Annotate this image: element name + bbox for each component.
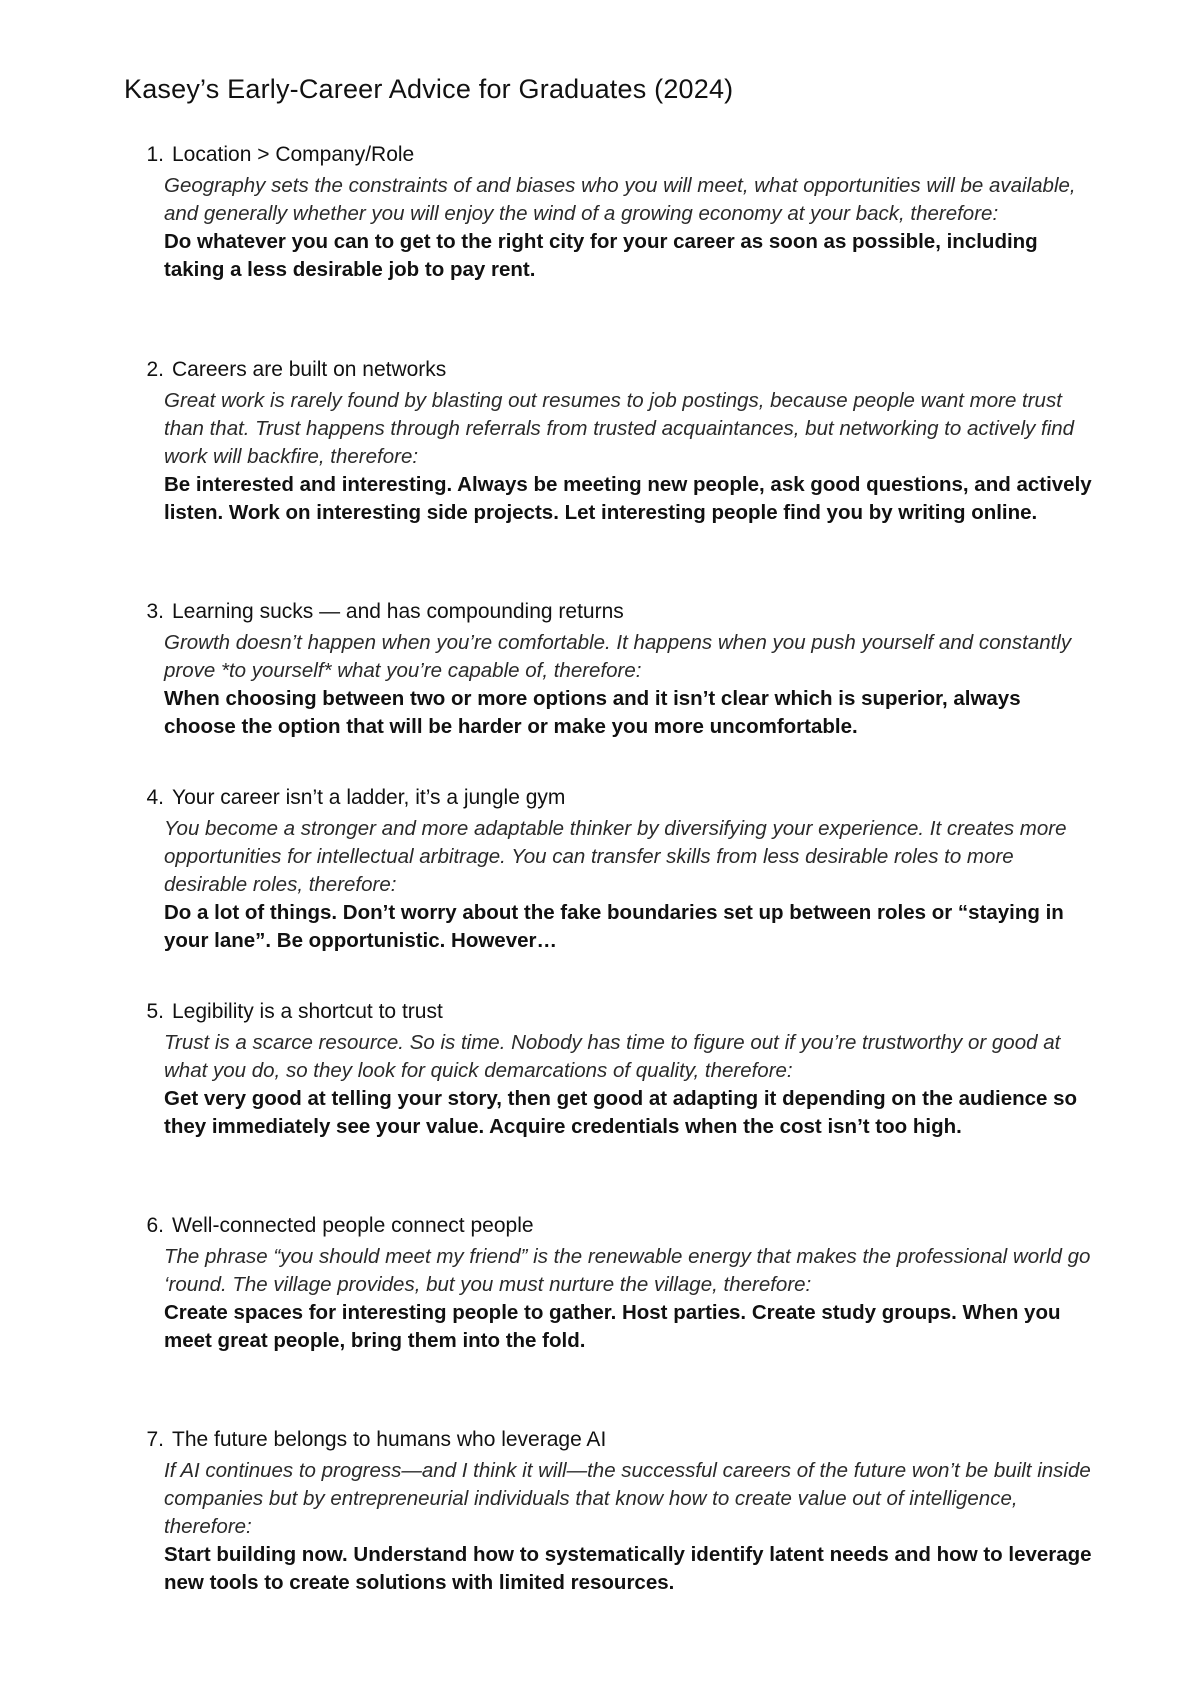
item-premise: You become a stronger and more adaptable thinker by diversifying your experience. It creates more opportunities for intellectual arbitrage. You can transfer skills from less desirable roles to more desirable roles, therefore: xyxy=(164,817,1067,896)
item-body xyxy=(164,387,1094,527)
item-heading xyxy=(134,997,443,1027)
item-title: Learning sucks — and has compounding returns xyxy=(172,600,624,623)
item-title: The future belongs to humans who leverage AI xyxy=(172,1428,607,1451)
item-number: 1. xyxy=(146,143,164,166)
item-body xyxy=(164,1243,1094,1355)
item-title: Careers are built on networks xyxy=(172,358,447,381)
item-body xyxy=(164,1457,1094,1597)
item-number: 2. xyxy=(146,358,164,381)
item-heading xyxy=(134,1211,534,1241)
item-advice: Do a lot of things. Don’t worry about the fake boundaries set up between roles or “staying in your lane”. Be opportunistic. However… xyxy=(164,901,1064,952)
item-advice: Get very good at telling your story, then get good at adapting it depending on the audience so they immediately see your value. Acquire credentials when the cost isn’t too high. xyxy=(164,1087,1078,1138)
item-body xyxy=(164,1029,1094,1141)
item-body xyxy=(164,629,1094,741)
item-title: Your career isn’t a ladder, it’s a jungle gym xyxy=(172,786,566,809)
item-premise: If AI continues to progress—and I think it will—the successful careers of the future won’t be built inside companies but by entrepreneurial individuals that know how to create value out of intelligence, therefore: xyxy=(164,1459,1091,1538)
item-title: Legibility is a shortcut to trust xyxy=(172,1000,443,1023)
item-heading xyxy=(134,140,414,170)
item-advice: When choosing between two or more options and it isn’t clear which is superior, always choose the option that will be harder or make you more uncomfortable. xyxy=(164,687,1021,738)
item-title: Location > Company/Role xyxy=(172,143,415,166)
item-premise: The phrase “you should meet my friend” is the renewable energy that makes the professional world go ‘round. The village provides, but you must nurture the village, therefore: xyxy=(164,1245,1091,1296)
item-advice: Be interested and interesting. Always be meeting new people, ask good questions, and actively listen. Work on interesting side projects. Let interesting people find you by writing online. xyxy=(164,473,1092,524)
item-number: 7. xyxy=(146,1428,164,1451)
item-heading xyxy=(134,597,624,627)
item-heading xyxy=(134,1425,606,1455)
item-title: Well-connected people connect people xyxy=(172,1214,534,1237)
item-advice: Create spaces for interesting people to gather. Host parties. Create study groups. When you meet great people, bring them into the fold. xyxy=(164,1301,1061,1352)
item-heading xyxy=(134,355,446,385)
item-number: 4. xyxy=(146,786,164,809)
item-premise: Trust is a scarce resource. So is time. Nobody has time to figure out if you’re trustworthy or good at what you do, so they look for quick demarcations of quality, therefore: xyxy=(164,1031,1061,1082)
item-premise: Great work is rarely found by blasting out resumes to job postings, because people want more trust than that. Trust happens through referrals from trusted acquaintances, but networking to actively find work will backfire, therefore: xyxy=(164,389,1075,468)
item-number: 5. xyxy=(146,1000,164,1023)
item-premise: Geography sets the constraints of and biases who you will meet, what opportunities will be available, and generally whether you will enjoy the wind of a growing economy at your back, therefore: xyxy=(164,174,1076,225)
item-advice: Start building now. Understand how to systematically identify latent needs and how to leverage new tools to create solutions with limited resources. xyxy=(164,1543,1092,1594)
document-title: Kasey’s Early-Career Advice for Graduates (2024) xyxy=(124,74,734,104)
item-premise: Growth doesn’t happen when you’re comfortable. It happens when you push yourself and constantly prove *to yourself* what you’re capable of, therefore: xyxy=(164,631,1072,682)
item-number: 3. xyxy=(146,600,164,623)
item-body xyxy=(164,815,1094,955)
item-body xyxy=(164,172,1094,284)
item-number: 6. xyxy=(146,1214,164,1237)
item-heading xyxy=(134,783,565,813)
item-advice: Do whatever you can to get to the right city for your career as soon as possible, including taking a less desirable job to pay rent. xyxy=(164,230,1038,281)
